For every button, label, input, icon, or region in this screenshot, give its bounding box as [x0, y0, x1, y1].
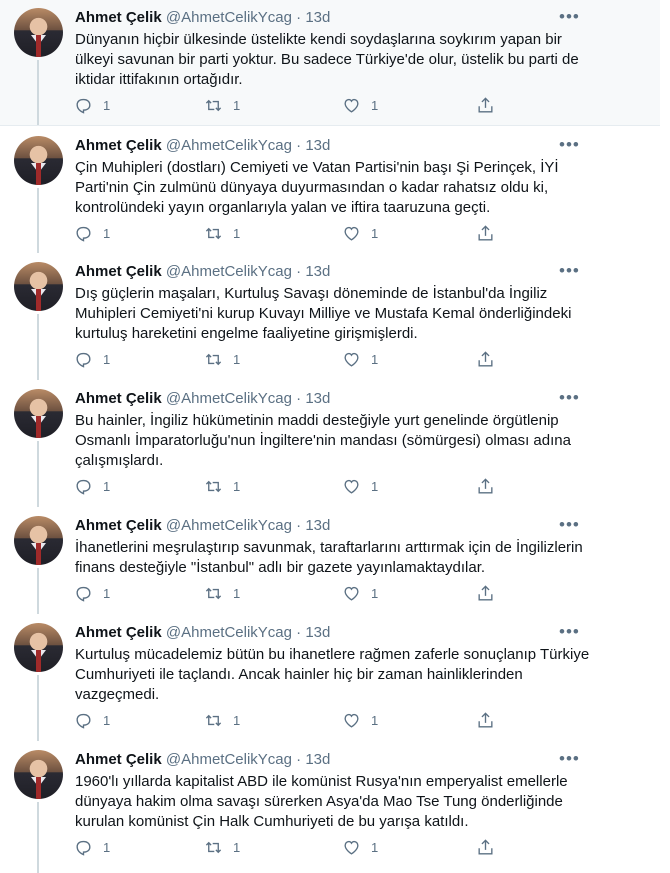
thread-line: [37, 188, 39, 253]
separator-dot: ·: [296, 517, 302, 534]
tweet-header: [75, 9, 330, 27]
retweet-icon: [204, 477, 223, 496]
divider: [0, 125, 660, 126]
more-icon[interactable]: •••: [559, 749, 580, 768]
reply-icon: [74, 838, 93, 857]
like-count: 1: [371, 98, 379, 113]
tweet-header: [75, 263, 330, 281]
share-button[interactable]: [476, 224, 495, 243]
like-count: 1: [371, 352, 379, 367]
reply-count: 1: [103, 98, 111, 113]
share-button[interactable]: [476, 477, 495, 496]
display-name[interactable]: Ahmet Çelik: [75, 751, 162, 768]
display-name[interactable]: Ahmet Çelik: [75, 9, 162, 26]
reply-button[interactable]: [74, 224, 110, 243]
retweet-icon: [204, 584, 223, 603]
reply-count: 1: [103, 226, 111, 241]
share-icon: [476, 838, 495, 857]
display-name[interactable]: Ahmet Çelik: [75, 137, 162, 154]
tweet[interactable]: [0, 128, 660, 253]
tweet-actions: [74, 711, 504, 731]
retweet-button[interactable]: [204, 477, 240, 496]
retweet-button[interactable]: [204, 96, 240, 115]
reply-count: 1: [103, 479, 111, 494]
like-count: 1: [371, 840, 379, 855]
share-button[interactable]: [476, 96, 495, 115]
timestamp[interactable]: 13d: [305, 624, 331, 641]
tweet-header: [75, 624, 330, 642]
thread-line: [37, 802, 39, 873]
display-name[interactable]: Ahmet Çelik: [75, 390, 162, 407]
user-handle[interactable]: @AhmetCelikYcag: [165, 263, 292, 280]
separator-dot: ·: [296, 263, 302, 280]
like-button[interactable]: [342, 224, 378, 243]
like-button[interactable]: [342, 711, 378, 730]
retweet-count: 1: [233, 479, 241, 494]
like-icon: [342, 350, 361, 369]
reply-button[interactable]: [74, 584, 110, 603]
like-count: 1: [371, 479, 379, 494]
reply-count: 1: [103, 586, 111, 601]
tweet-actions: [74, 584, 504, 604]
like-button[interactable]: [342, 584, 378, 603]
tweet-text: Kurtuluş mücadelemiz bütün bu ihanetlere rağmen zaferle sonuçlanıp Türkiye Cumhuriyeti ile taçlandı. Ancak hainler hiç bir zaman hainliklerinden vazgeçmedi.: [75, 646, 590, 703]
tweet-header: [75, 390, 330, 408]
reply-icon: [74, 224, 93, 243]
tweet[interactable]: [0, 508, 660, 614]
reply-button[interactable]: [74, 96, 110, 115]
tweet-actions: [74, 96, 504, 116]
tweet[interactable]: [0, 0, 660, 125]
like-icon: [342, 224, 361, 243]
timestamp[interactable]: 13d: [305, 137, 331, 154]
tweet[interactable]: [0, 742, 660, 873]
share-button[interactable]: [476, 350, 495, 369]
share-icon: [476, 350, 495, 369]
retweet-count: 1: [233, 713, 241, 728]
like-button[interactable]: [342, 477, 378, 496]
share-icon: [476, 477, 495, 496]
user-handle[interactable]: @AhmetCelikYcag: [165, 9, 292, 26]
thread-line: [37, 60, 39, 125]
tweet-actions: [74, 224, 504, 244]
tweet-actions: [74, 838, 504, 858]
like-icon: [342, 96, 361, 115]
user-handle[interactable]: @AhmetCelikYcag: [165, 517, 292, 534]
avatar[interactable]: [14, 8, 63, 57]
retweet-button[interactable]: [204, 838, 240, 857]
user-handle[interactable]: @AhmetCelikYcag: [165, 390, 292, 407]
user-handle[interactable]: @AhmetCelikYcag: [165, 137, 292, 154]
share-icon: [476, 224, 495, 243]
timestamp[interactable]: 13d: [305, 263, 331, 280]
avatar[interactable]: [14, 623, 63, 672]
reply-icon: [74, 477, 93, 496]
reply-count: 1: [103, 840, 111, 855]
more-icon[interactable]: •••: [559, 515, 580, 534]
timestamp[interactable]: 13d: [305, 517, 331, 534]
reply-button[interactable]: [74, 711, 110, 730]
avatar[interactable]: [14, 750, 63, 799]
reply-icon: [74, 350, 93, 369]
display-name[interactable]: Ahmet Çelik: [75, 263, 162, 280]
more-icon[interactable]: •••: [559, 7, 580, 26]
avatar[interactable]: [14, 516, 63, 565]
tweet-text: 1960'lı yıllarda kapitalist ABD ile komünist Rusya'nın emperyalist emellerle dünyaya hakim olma savaşı sürerken Asya'da Mao Tse Tung önderliğinde kurulan komünist Çin Halk Cumhuriyeti de bu yarışa katıldı.: [75, 773, 568, 830]
retweet-button[interactable]: [204, 584, 240, 603]
like-icon: [342, 711, 361, 730]
separator-dot: ·: [296, 624, 302, 641]
tweet-text: İhanetlerini meşrulaştırıp savunmak, taraftarlarını arttırmak için de İngilizlerin finans desteğiyle "İstanbul" adlı bir gazete yayınlamaktaydılar.: [75, 539, 583, 576]
like-count: 1: [371, 713, 379, 728]
tweet[interactable]: [0, 615, 660, 741]
user-handle[interactable]: @AhmetCelikYcag: [165, 751, 292, 768]
more-icon[interactable]: •••: [559, 622, 580, 641]
like-icon: [342, 477, 361, 496]
separator-dot: ·: [296, 390, 302, 407]
share-button[interactable]: [476, 711, 495, 730]
separator-dot: ·: [296, 9, 302, 26]
thread-line: [37, 675, 39, 741]
reply-count: 1: [103, 352, 111, 367]
separator-dot: ·: [296, 751, 302, 768]
tweet[interactable]: [0, 254, 660, 380]
like-button[interactable]: [342, 96, 378, 115]
tweet-header: [75, 137, 330, 155]
like-icon: [342, 838, 361, 857]
timestamp[interactable]: 13d: [305, 390, 331, 407]
like-icon: [342, 584, 361, 603]
share-icon: [476, 711, 495, 730]
thread-line: [37, 568, 39, 614]
share-button[interactable]: [476, 838, 495, 857]
retweet-count: 1: [233, 226, 241, 241]
like-count: 1: [371, 586, 379, 601]
tweet-actions: [74, 350, 504, 370]
tweet-header: [75, 751, 330, 769]
retweet-icon: [204, 838, 223, 857]
reply-count: 1: [103, 713, 111, 728]
reply-button[interactable]: [74, 477, 110, 496]
separator-dot: ·: [296, 137, 302, 154]
display-name[interactable]: Ahmet Çelik: [75, 517, 162, 534]
retweet-icon: [204, 350, 223, 369]
more-icon[interactable]: •••: [559, 261, 580, 280]
avatar[interactable]: [14, 389, 63, 438]
more-icon[interactable]: •••: [559, 388, 580, 407]
tweet-actions: [74, 477, 504, 497]
share-button[interactable]: [476, 584, 495, 603]
retweet-icon: [204, 96, 223, 115]
user-handle[interactable]: @AhmetCelikYcag: [165, 624, 292, 641]
timestamp[interactable]: 13d: [305, 9, 331, 26]
share-icon: [476, 96, 495, 115]
avatar[interactable]: [14, 136, 63, 185]
thread-line: [37, 314, 39, 380]
reply-icon: [74, 96, 93, 115]
retweet-button[interactable]: [204, 350, 240, 369]
like-count: 1: [371, 226, 379, 241]
retweet-button[interactable]: [204, 711, 240, 730]
tweet-text: Bu hainler, İngiliz hükümetinin maddi desteğiyle yurt genelinde örgütlenip Osmanlı İmparatorluğu'nun İngiltere'nin mandası (sömürgesi) olması adına çalışmışlardı.: [75, 412, 571, 469]
tweet[interactable]: [0, 381, 660, 507]
retweet-icon: [204, 224, 223, 243]
like-button[interactable]: [342, 838, 378, 857]
reply-icon: [74, 584, 93, 603]
reply-button[interactable]: [74, 350, 110, 369]
retweet-count: 1: [233, 586, 241, 601]
reply-button[interactable]: [74, 838, 110, 857]
retweet-count: 1: [233, 352, 241, 367]
tweet-text: Dünyanın hiçbir ülkesinde üstelikte kendi soydaşlarına soykırım yapan bir ülkeyi savunan bir parti yoktur. Bu sadece Türkiye'de olur, üstelik bu parti de iktidar ittifakının ortağıdır.: [75, 31, 579, 88]
retweet-count: 1: [233, 840, 241, 855]
retweet-count: 1: [233, 98, 241, 113]
tweet-header: [75, 517, 330, 535]
like-button[interactable]: [342, 350, 378, 369]
thread-line: [37, 441, 39, 507]
retweet-icon: [204, 711, 223, 730]
share-icon: [476, 584, 495, 603]
timestamp[interactable]: 13d: [305, 751, 331, 768]
avatar[interactable]: [14, 262, 63, 311]
tweet-text: Çin Muhipleri (dostları) Cemiyeti ve Vatan Partisi'nin başı Şi Perinçek, İYİ Parti'nin Çin zulmünü dünyaya duyurmasından o kadar rahatsız oldu ki, kontrolündeki yayın organlarıyla yalan ve iftira taaruzuna geçti.: [75, 159, 559, 216]
reply-icon: [74, 711, 93, 730]
display-name[interactable]: Ahmet Çelik: [75, 624, 162, 641]
retweet-button[interactable]: [204, 224, 240, 243]
more-icon[interactable]: •••: [559, 135, 580, 154]
tweet-text: Dış güçlerin maşaları, Kurtuluş Savaşı döneminde de İstanbul'da İngiliz Muhipleri Cemiyeti'ni kurup Kuvayı Milliye ve Mustafa Kemal önderliğindeki kurtuluş hareketini engelme faaliyetine girişmişlerdi.: [75, 285, 572, 342]
